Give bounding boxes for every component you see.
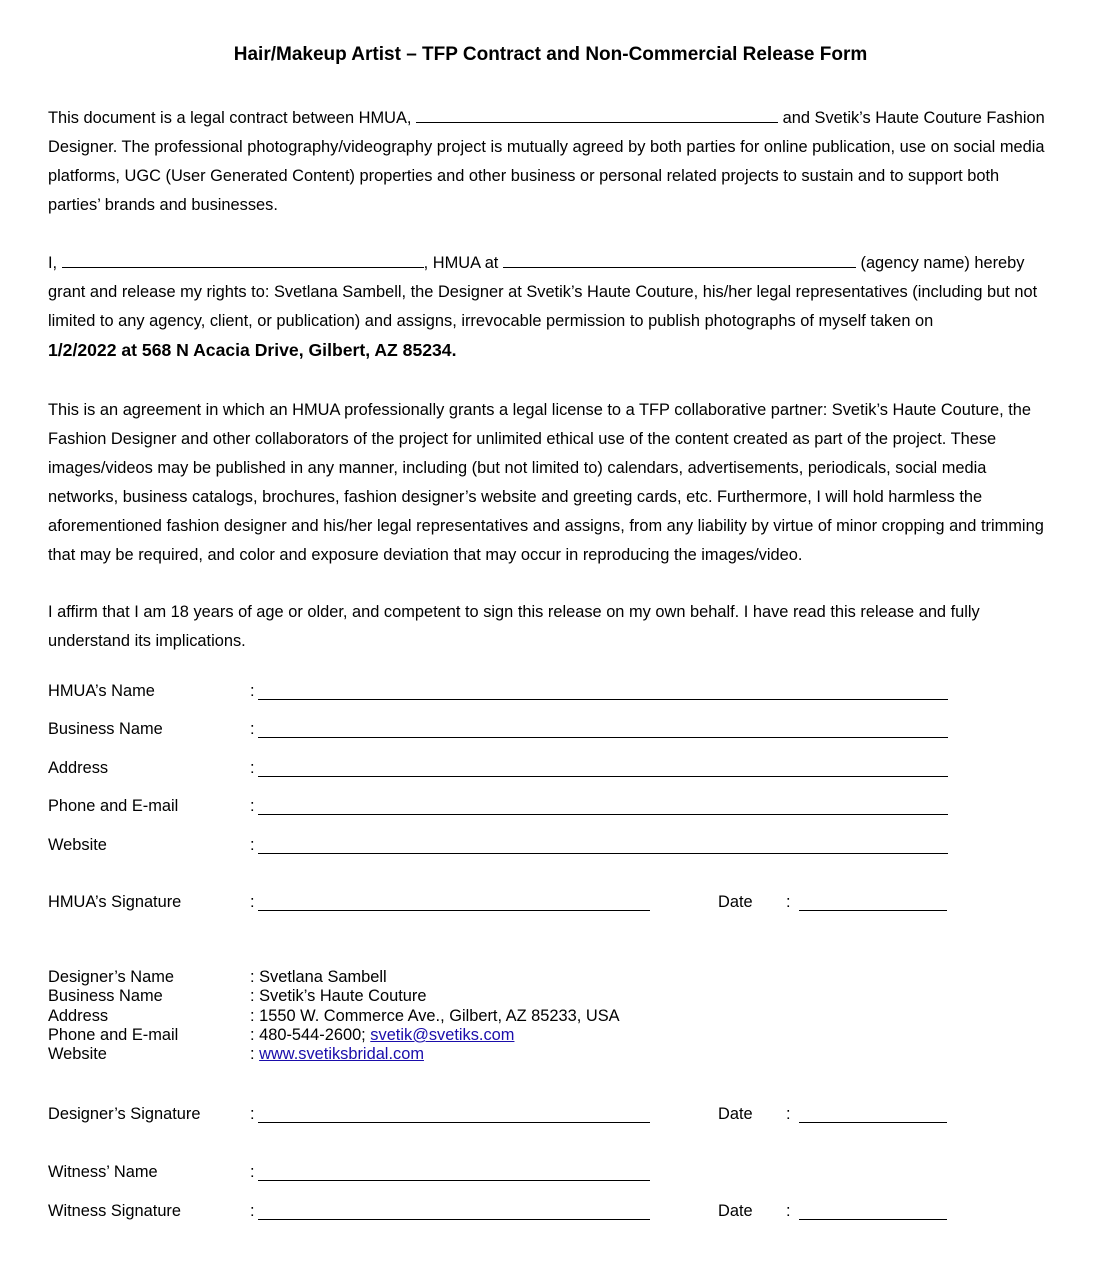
business-name-field[interactable] — [258, 737, 948, 738]
designer-website-value — [250, 1045, 424, 1064]
designer-business-value: : Svetik’s Haute Couture — [250, 987, 427, 1006]
colon: : — [250, 1105, 255, 1123]
agency-name-blank[interactable] — [503, 252, 856, 268]
designer-website-link[interactable]: www.svetiksbridal.com — [259, 1045, 424, 1064]
hmua-name-label: HMUA’s Name — [48, 682, 155, 700]
phone-email-row — [48, 797, 1048, 819]
release-text-start: I, — [48, 254, 58, 272]
witness-name-row — [48, 1163, 1048, 1185]
document-title: Hair/Makeup Artist – TFP Contract and Non-Commercial Release Form — [233, 44, 868, 65]
witness-date-label: Date — [718, 1202, 753, 1220]
colon: : — [250, 797, 255, 815]
intro-text-after: and Svetik’s Haute Couture Fashion Designer. The professional photography/videography project is mutually agreed by both parties for online publication, use on social media platforms, UGC (User Generated Content) properties and other business or personal related projects to sustain and to support both parties’ brands and businesses. — [48, 109, 1045, 214]
colon: : — [250, 1045, 260, 1064]
website-row — [48, 836, 1048, 858]
witness-date-field[interactable] — [799, 1219, 947, 1220]
release-text-mid: , HMUA at — [423, 254, 499, 272]
colon: : — [250, 759, 255, 777]
hmua-name-row — [48, 682, 1048, 704]
release-paragraph — [48, 249, 1053, 366]
designer-phone-label: Phone and E-mail — [48, 1025, 179, 1044]
affirmation-paragraph: I affirm that I am 18 years of age or older, and competent to sign this release on my own behalf. I have read this release and fully understand its implications. — [48, 603, 980, 650]
designer-signature-row — [48, 1105, 1048, 1127]
hmua-name-field[interactable] — [258, 699, 948, 700]
hmua-date-label: Date — [718, 893, 753, 911]
colon: : — [250, 682, 255, 700]
designer-address-label: Address — [48, 1006, 109, 1025]
hmua-signature-row — [48, 893, 1048, 915]
address-field[interactable] — [258, 776, 948, 777]
designer-signature-label: Designer’s Signature — [48, 1105, 201, 1123]
intro-paragraph — [48, 104, 1053, 220]
intro-text-before: This document is a legal contract between HMUA, — [48, 109, 412, 127]
designer-phone-text: : 480-544-2600; — [250, 1025, 371, 1044]
witness-name-field[interactable] — [258, 1180, 650, 1181]
designer-date-label: Date — [718, 1105, 753, 1123]
business-name-label: Business Name — [48, 720, 163, 738]
designer-name-label: Designer’s Name — [48, 968, 175, 986]
website-field[interactable] — [258, 853, 948, 854]
designer-name-value: : Svetlana Sambell — [250, 968, 387, 986]
witness-signature-row — [48, 1202, 1048, 1224]
colon: : — [250, 720, 255, 738]
address-label: Address — [48, 759, 109, 777]
witness-signature-field[interactable] — [258, 1219, 650, 1220]
designer-phone-value — [250, 1026, 514, 1045]
colon: : — [250, 1202, 255, 1220]
hmua-name-blank[interactable] — [416, 107, 778, 123]
designer-address-value: : 1550 W. Commerce Ave., Gilbert, AZ 85233, USA — [250, 1006, 620, 1025]
designer-website-label: Website — [48, 1045, 107, 1064]
designer-business-label: Business Name — [48, 987, 163, 1006]
colon: : — [250, 893, 255, 911]
license-paragraph: This is an agreement in which an HMUA professionally grants a legal license to a TFP collaborative partner: Svetik’s Haute Couture, the Fashion Designer and other collaborators of the project for unlimited ethical use of the content created as part of the project. These images/videos may be published in any manner, including (but not limited to) calendars, advertisements, periodicals, social media networks, business catalogs, brochures, fashion designer’s website and greeting cards, etc. Furthermore, I will hold harmless the aforementioned fashion designer and his/her legal representatives and assigns, from any liability by virtue of minor cropping and trimming that may be required, and color and exposure deviation that may occur in reproducing the images/video. — [48, 401, 1044, 564]
phone-email-label: Phone and E-mail — [48, 797, 179, 815]
colon: : — [786, 1105, 791, 1123]
address-row — [48, 759, 1048, 781]
hmua-signature-label: HMUA’s Signature — [48, 893, 182, 911]
designer-signature-field[interactable] — [258, 1122, 650, 1123]
phone-email-field[interactable] — [258, 814, 948, 815]
colon: : — [786, 1202, 791, 1220]
witness-signature-label: Witness Signature — [48, 1202, 182, 1220]
business-name-row — [48, 720, 1048, 742]
release-text-end: (agency name) hereby grant and release my rights to: Svetlana Sambell, the Designer at Svetik’s Haute Couture, his/her legal representatives (including but not limited to any agency, client, or publication) and assigns, irrevocable permission to publish photographs of myself taken on — [48, 254, 1038, 330]
witness-name-label: Witness’ Name — [48, 1163, 158, 1181]
colon: : — [786, 893, 791, 911]
shoot-date-location: 1/2/2022 at 568 N Acacia Drive, Gilbert, AZ 85234. — [48, 340, 457, 360]
hmua-signature-field[interactable] — [258, 910, 650, 911]
designer-date-field[interactable] — [799, 1122, 947, 1123]
designer-email-link[interactable]: svetik@svetiks.com — [370, 1025, 515, 1044]
website-label: Website — [48, 836, 107, 854]
release-name-blank[interactable] — [62, 252, 424, 268]
colon: : — [250, 836, 255, 854]
hmua-date-field[interactable] — [799, 910, 947, 911]
colon: : — [250, 1163, 255, 1181]
